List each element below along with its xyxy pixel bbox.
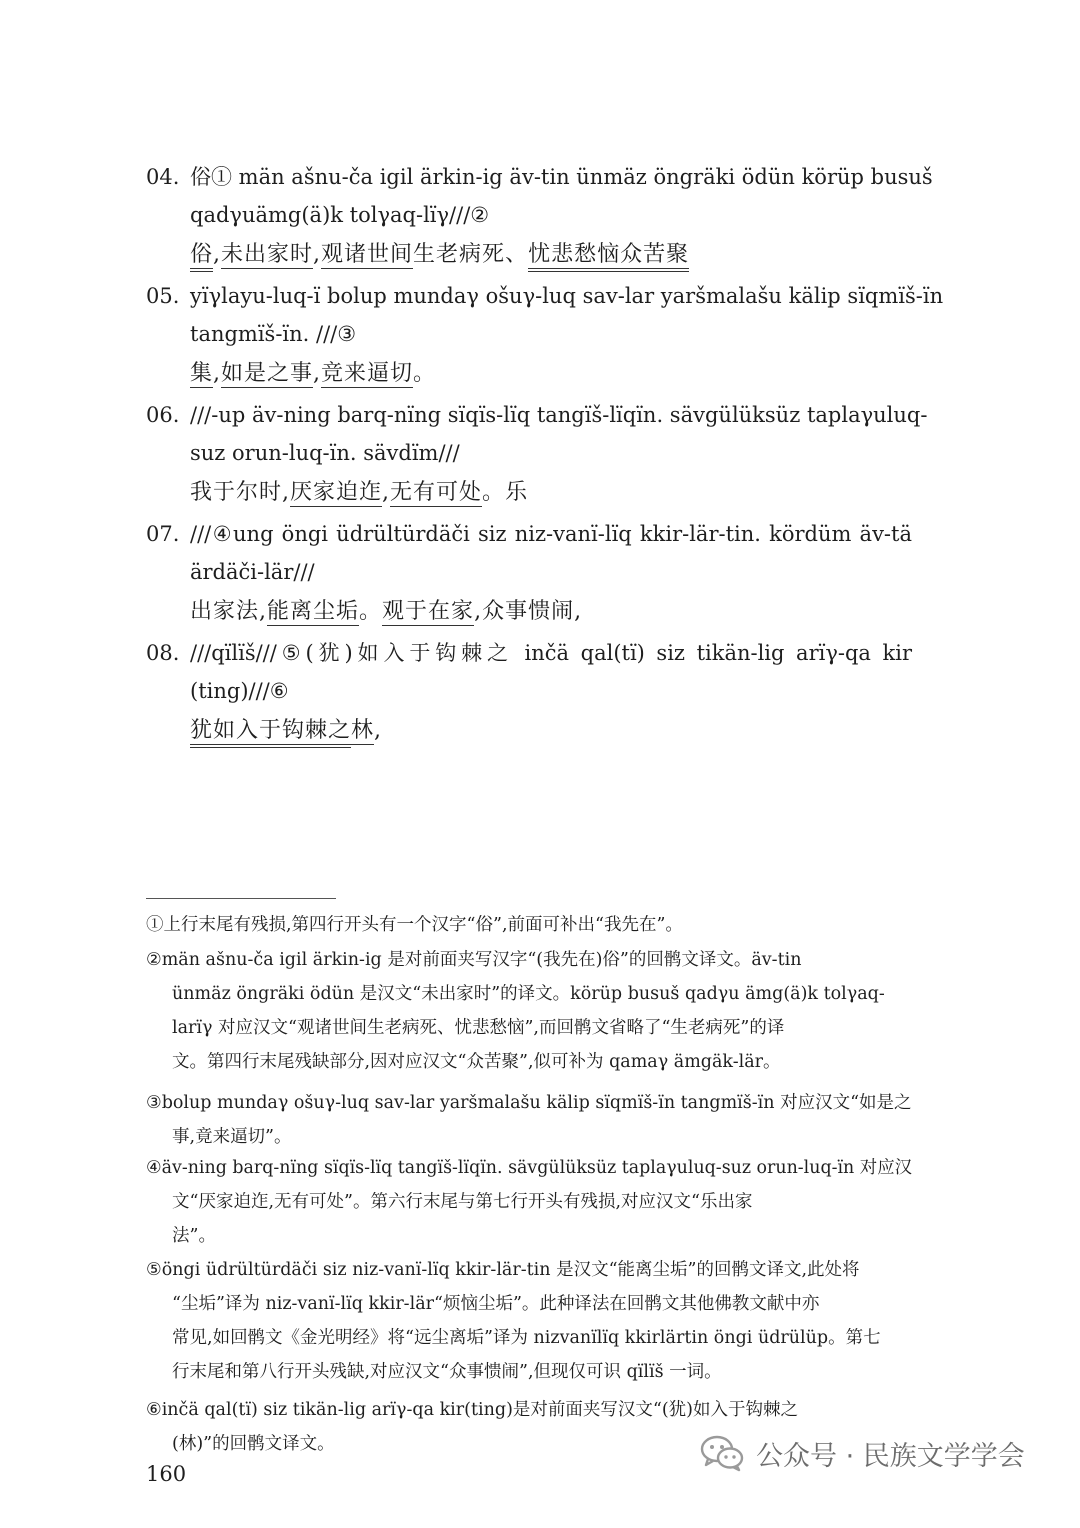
underlined-segment: 观诸世间 bbox=[321, 242, 414, 267]
footnote-separator bbox=[146, 898, 336, 899]
underlined-segment: 俗 bbox=[190, 242, 213, 272]
chinese-text bbox=[190, 716, 382, 746]
footnote-line: “尘垢”译为 niz-vanï-lïq kkir-lär“烦恼尘垢”。此种译法在回鹘文其他佛教文献中亦 bbox=[172, 1294, 820, 1314]
entry-number: 05. bbox=[146, 284, 180, 308]
transliteration-line: ///④ung öngi üdrültürdäči siz niz-vanï-lïq kkir-lär-tin. kördüm äv-tä bbox=[190, 522, 912, 546]
underlined-segment: 厌家迫迮 bbox=[290, 480, 383, 505]
chinese-segment: , bbox=[382, 480, 391, 505]
chinese-segment: , bbox=[213, 242, 222, 267]
underlined-segment: 未出家时 bbox=[221, 242, 314, 267]
underlined-segment: 竞来逼切 bbox=[321, 361, 414, 386]
transliteration-line: ///qïlïš///⑤(犹)如入于钩棘之 inčä qal(tï) siz tikän-lig arïγ-qa kir bbox=[190, 641, 912, 665]
footnote-line: ②män ašnu-ča igil ärkin-ig 是对前面夹写汉字“(我先在)俗”的回鹘文译文。äv-tin bbox=[146, 950, 802, 970]
underlined-segment: 林 bbox=[351, 718, 375, 743]
underlined-segment: 能离尘垢 bbox=[267, 599, 360, 624]
transliteration-line: ärdäči-lär/// bbox=[190, 560, 315, 584]
chinese-segment: 众事愦闹 bbox=[482, 599, 575, 624]
watermark bbox=[700, 1431, 1025, 1475]
chinese-segment: , bbox=[213, 361, 222, 386]
chinese-segment: 。 bbox=[413, 361, 437, 386]
footnote-line: larïγ 对应汉文“观诸世间生老病死、忧悲愁恼”,而回鹘文省略了“生老病死”的译 bbox=[172, 1018, 785, 1038]
chinese-text bbox=[190, 478, 528, 508]
footnote-line: 事,竟来逼切”。 bbox=[172, 1127, 292, 1147]
entry-number: 07. bbox=[146, 522, 180, 546]
footnote-line: ③bolup mundaγ ošuγ-luq sav-lar yaršmalašu kälip sïqmïš-ïn tangmïš-ïn 对应汉文“如是之 bbox=[146, 1093, 912, 1113]
transliteration-line: ///-up äv-ning barq-nïng sïqïs-lïq tangïš-lïqïn. sävgülüksüz taplaγuluq- bbox=[190, 403, 928, 427]
footnote-line: 文。第四行末尾残缺部分,因对应汉文“众苦聚”,似可补为 qamaγ ämgäk-lär。 bbox=[172, 1052, 781, 1072]
chinese-segment: 生老病死 bbox=[413, 242, 506, 267]
chinese-segment: , bbox=[313, 361, 322, 386]
chinese-segment: , bbox=[374, 718, 383, 743]
chinese-segment: 出家法 bbox=[190, 599, 260, 624]
footnote-line: 常见,如回鹘文《金光明经》将“远尘离垢”译为 nizvanïlïq kkirlärtin öngi üdrülüp。第七 bbox=[172, 1328, 881, 1348]
chinese-segment: 我于尔时 bbox=[190, 480, 283, 505]
transliteration-line: 俗① män ašnu-ča igil ärkin-ig äv-tin ünmäz öngräki ödün körüp busuš bbox=[190, 165, 933, 189]
entry-number: 08. bbox=[146, 641, 180, 665]
entry-number: 06. bbox=[146, 403, 180, 427]
chinese-segment: , bbox=[574, 599, 583, 624]
page-number: 160 bbox=[146, 1462, 187, 1486]
underlined-segment: 忧悲愁恼众苦聚 bbox=[528, 242, 689, 272]
transliteration-line: (ting)///⑥ bbox=[190, 679, 289, 703]
footnote-line: (林)”的回鹘文译文。 bbox=[172, 1434, 335, 1454]
footnote-line: ①上行末尾有残损,第四行开头有一个汉字“俗”,前面可补出“我先在”。 bbox=[146, 915, 683, 935]
footnote-line: 行末尾和第八行开头残缺,对应汉文“众事愦闹”,但现仅可识 qïlïš 一词。 bbox=[172, 1362, 722, 1382]
transliteration-line: yïγlayu-luq-ï bolup mundaγ ošuγ-luq sav-lar yaršmalašu kälip sïqmïš-ïn bbox=[190, 284, 944, 308]
chinese-segment: 乐 bbox=[505, 480, 529, 505]
chinese-segment: 。 bbox=[482, 480, 506, 505]
transliteration-line: suz orun-luq-ïn. sävdïm/// bbox=[190, 441, 460, 465]
entry-number: 04. bbox=[146, 165, 180, 189]
chinese-text bbox=[190, 359, 436, 389]
chinese-segment: , bbox=[474, 599, 483, 624]
chinese-segment: , bbox=[259, 599, 268, 624]
transliteration-line: qadγuämg(ä)k tolγaq-lïγ///② bbox=[190, 203, 490, 227]
footnote-line: ⑤öngi üdrültürdäči siz niz-vanï-lïq kkir-lär-tin 是汉文“能离尘垢”的回鹘文译文,此处将 bbox=[146, 1260, 860, 1280]
footnote-line: ⑥inčä qal(tï) siz tikän-lig arïγ-qa kir(ting)是对前面夹写汉文“(犹)如入于钩棘之 bbox=[146, 1400, 798, 1420]
underlined-segment: 集 bbox=[190, 361, 214, 386]
chinese-segment: 、 bbox=[505, 242, 529, 267]
footnote-line: ünmäz öngräki ödün 是汉文“未出家时”的译文。körüp busuš qadγu ämg(ä)k tolγaq- bbox=[172, 984, 885, 1004]
footnote-line: 文“厌家迫迮,无有可处”。第六行末尾与第七行开头有残损,对应汉文“乐出家 bbox=[172, 1192, 753, 1212]
chinese-text bbox=[190, 240, 689, 270]
chinese-segment: , bbox=[282, 480, 291, 505]
footnote-line: 法”。 bbox=[172, 1226, 216, 1246]
watermark-text: 公众号 · 民族文学学会 bbox=[756, 1440, 1025, 1472]
chinese-text bbox=[190, 597, 582, 627]
footnote-line: ④äv-ning barq-nïng sïqïs-lïq tangïš-lïqïn. sävgülüksüz taplaγuluq-suz orun-luq-ïn 对应汉 bbox=[146, 1158, 913, 1178]
underlined-segment: 无有可处 bbox=[390, 480, 483, 505]
underlined-segment: 犹如入于钩棘之 bbox=[190, 718, 351, 748]
chinese-segment: , bbox=[313, 242, 322, 267]
underlined-segment: 如是之事 bbox=[221, 361, 314, 386]
underlined-segment: 观于在家 bbox=[382, 599, 475, 624]
transliteration-line: tangmïš-ïn. ///③ bbox=[190, 322, 357, 346]
chinese-segment: 。 bbox=[359, 599, 383, 624]
wechat-icon bbox=[700, 1434, 744, 1472]
